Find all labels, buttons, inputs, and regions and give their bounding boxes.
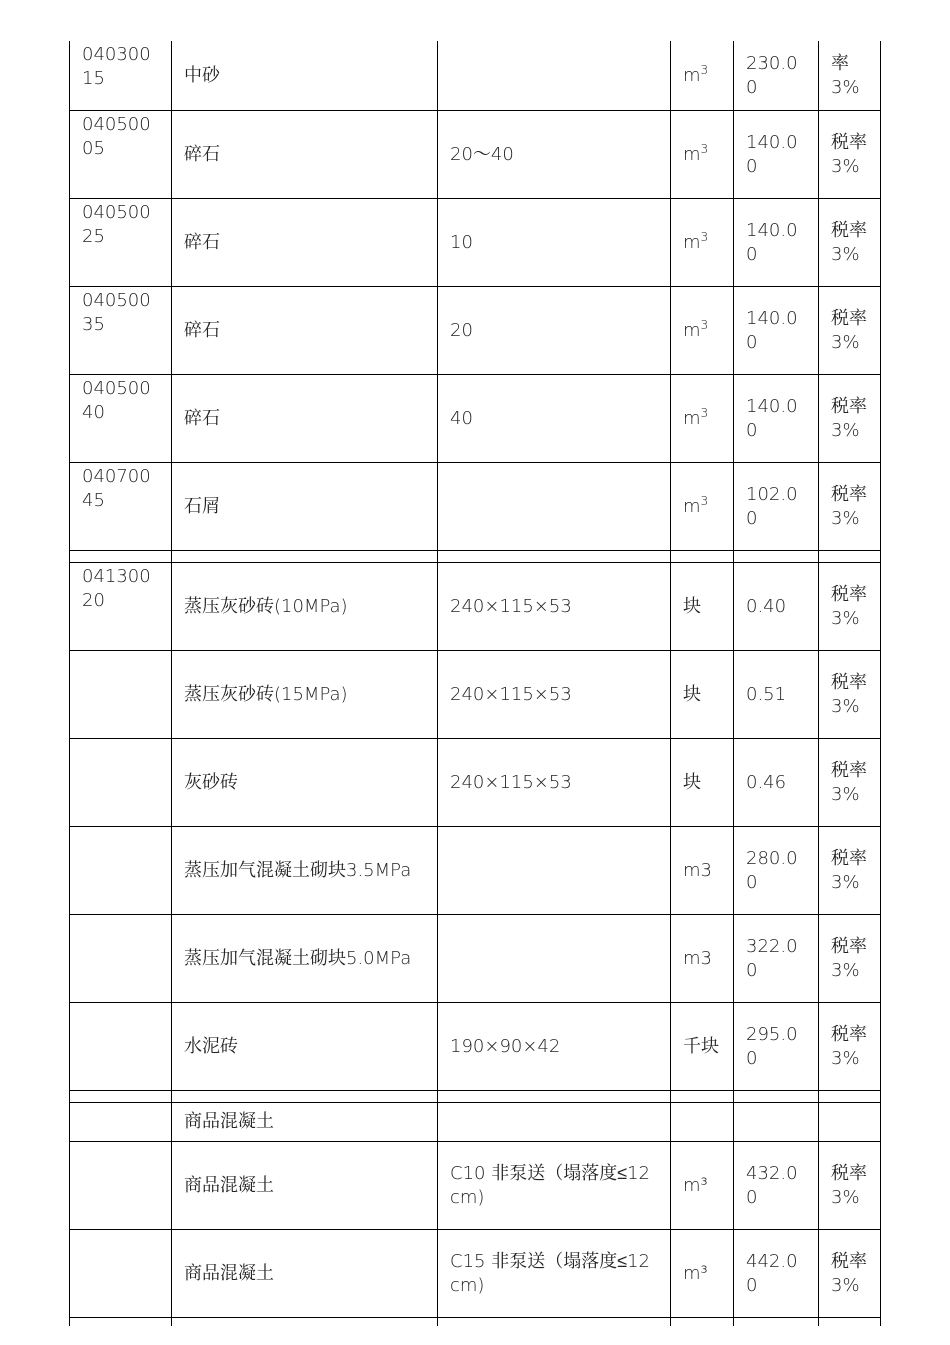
unit-cell <box>671 1103 734 1142</box>
spec-cell: C15 非泵送（塌落度≤12cm) <box>438 1230 671 1318</box>
table-row <box>70 375 881 463</box>
unit-cell: 块 <box>671 651 734 739</box>
unit-cell <box>671 375 734 463</box>
code-cell: 04050005 <box>70 111 172 199</box>
tax-cell: 税率3% <box>819 563 881 651</box>
tax-cell <box>819 1103 881 1142</box>
price-cell: 432.00 <box>734 1142 819 1230</box>
empty-cell <box>438 551 671 563</box>
empty-cell <box>438 1091 671 1103</box>
empty-cell <box>671 1091 734 1103</box>
empty-cell <box>819 551 881 563</box>
table-row <box>70 463 881 551</box>
unit-superscript: 3 <box>700 62 709 77</box>
unit-cell <box>671 41 734 111</box>
price-cell: 102.00 <box>734 463 819 551</box>
unit-text: m <box>683 319 701 341</box>
code-cell: 04130020 <box>70 563 172 651</box>
table-row <box>70 199 881 287</box>
unit-text: m <box>683 495 701 517</box>
name-cell: 蒸压灰砂砖(15MPa) <box>172 651 438 739</box>
unit-cell: 千块 <box>671 1003 734 1091</box>
tax-cell: 税率3% <box>819 915 881 1003</box>
code-cell <box>70 1003 172 1091</box>
table-row <box>70 915 881 1003</box>
tax-cell: 税率3% <box>819 651 881 739</box>
unit-cell: m3 <box>671 915 734 1003</box>
table-row <box>70 111 881 199</box>
name-cell: 商品混凝土 <box>172 1230 438 1318</box>
price-cell: 140.00 <box>734 287 819 375</box>
empty-cell <box>671 551 734 563</box>
spec-cell: 190×90×42 <box>438 1003 671 1091</box>
name-cell: 商品混凝土 <box>172 1142 438 1230</box>
unit-cell: m3 <box>671 827 734 915</box>
section-title: 商品混凝土 <box>172 1103 438 1142</box>
spec-cell: 20～40 <box>438 111 671 199</box>
price-cell: 0.46 <box>734 739 819 827</box>
name-cell: 石屑 <box>172 463 438 551</box>
name-cell: 蒸压加气混凝土砌块5.0MPa <box>172 915 438 1003</box>
price-cell: 140.00 <box>734 199 819 287</box>
unit-cell: m³ <box>671 1142 734 1230</box>
spec-cell <box>438 41 671 111</box>
price-cell: 0.40 <box>734 563 819 651</box>
tax-cell: 税率3% <box>819 375 881 463</box>
price-cell <box>734 1103 819 1142</box>
spec-cell: 240×115×53 <box>438 563 671 651</box>
table-row <box>70 1003 881 1091</box>
price-cell: 0.51 <box>734 651 819 739</box>
unit-superscript: 3 <box>700 493 709 508</box>
spec-cell <box>438 915 671 1003</box>
code-cell <box>70 827 172 915</box>
table-row <box>70 1142 881 1230</box>
code-cell <box>70 1142 172 1230</box>
code-cell <box>70 1103 172 1142</box>
name-cell: 蒸压灰砂砖(10MPa) <box>172 563 438 651</box>
tax-cell: 税率3% <box>819 739 881 827</box>
empty-cell <box>172 1091 438 1103</box>
empty-cell <box>819 1091 881 1103</box>
section-header-row <box>70 1103 881 1142</box>
code-cell: 04030015 <box>70 41 172 111</box>
price-cell: 322.00 <box>734 915 819 1003</box>
table-row <box>70 739 881 827</box>
price-cell: 140.00 <box>734 375 819 463</box>
spacer-row <box>70 551 881 563</box>
unit-text: m <box>683 64 701 86</box>
unit-superscript: 3 <box>700 141 709 156</box>
tax-cell: 税率3% <box>819 1230 881 1318</box>
unit-text: m <box>683 231 701 253</box>
spec-cell <box>438 1103 671 1142</box>
tax-cell: 税率3% <box>819 1003 881 1091</box>
spec-cell: 240×115×53 <box>438 651 671 739</box>
spec-cell: 240×115×53 <box>438 739 671 827</box>
tax-cell: 税率3% <box>819 287 881 375</box>
unit-cell <box>671 111 734 199</box>
empty-cell <box>70 1318 172 1327</box>
tax-cell: 税率3% <box>819 827 881 915</box>
code-cell: 04050025 <box>70 199 172 287</box>
empty-cell <box>438 1318 671 1327</box>
unit-cell <box>671 199 734 287</box>
unit-cell <box>671 463 734 551</box>
spec-cell: 10 <box>438 199 671 287</box>
code-cell: 04070045 <box>70 463 172 551</box>
table-row <box>70 651 881 739</box>
name-cell: 中砂 <box>172 41 438 111</box>
code-cell: 04050035 <box>70 287 172 375</box>
name-cell: 碎石 <box>172 199 438 287</box>
code-cell <box>70 1230 172 1318</box>
empty-cell <box>172 1318 438 1327</box>
unit-cell: 块 <box>671 563 734 651</box>
empty-cell <box>734 551 819 563</box>
name-cell: 碎石 <box>172 111 438 199</box>
unit-cell: 块 <box>671 739 734 827</box>
spec-cell: 20 <box>438 287 671 375</box>
price-cell: 280.00 <box>734 827 819 915</box>
material-price-table <box>69 41 881 1326</box>
empty-cell <box>671 1318 734 1327</box>
price-cell: 230.00 <box>734 41 819 111</box>
unit-cell: m³ <box>671 1230 734 1318</box>
name-cell: 蒸压加气混凝土砌块3.5MPa <box>172 827 438 915</box>
unit-cell <box>671 287 734 375</box>
tax-cell: 税率3% <box>819 1142 881 1230</box>
price-cell: 442.00 <box>734 1230 819 1318</box>
spec-cell <box>438 827 671 915</box>
code-cell: 04050040 <box>70 375 172 463</box>
price-cell: 295.00 <box>734 1003 819 1091</box>
empty-cell <box>70 1091 172 1103</box>
name-cell: 水泥砖 <box>172 1003 438 1091</box>
price-cell: 140.00 <box>734 111 819 199</box>
spacer-row <box>70 1091 881 1103</box>
empty-cell <box>734 1091 819 1103</box>
spec-cell: C10 非泵送（塌落度≤12cm) <box>438 1142 671 1230</box>
tax-cell: 税率3% <box>819 199 881 287</box>
spec-cell: 40 <box>438 375 671 463</box>
name-cell: 碎石 <box>172 287 438 375</box>
empty-cell <box>734 1318 819 1327</box>
table-row <box>70 563 881 651</box>
code-cell <box>70 651 172 739</box>
table-row <box>70 41 881 111</box>
unit-superscript: 3 <box>700 405 709 420</box>
empty-cell <box>70 551 172 563</box>
unit-superscript: 3 <box>700 229 709 244</box>
empty-cell <box>172 551 438 563</box>
unit-text: m <box>683 143 701 165</box>
table-row <box>70 827 881 915</box>
price-table-page <box>69 41 880 1296</box>
table-row <box>70 287 881 375</box>
tax-cell: 率3% <box>819 41 881 111</box>
unit-superscript: 3 <box>700 317 709 332</box>
name-cell: 碎石 <box>172 375 438 463</box>
code-cell <box>70 739 172 827</box>
name-cell: 灰砂砖 <box>172 739 438 827</box>
code-cell <box>70 915 172 1003</box>
unit-text: m <box>683 407 701 429</box>
tax-cell: 税率3% <box>819 111 881 199</box>
spec-cell <box>438 463 671 551</box>
tax-cell: 税率3% <box>819 463 881 551</box>
empty-cell <box>819 1318 881 1327</box>
continuation-row <box>70 1318 881 1327</box>
table-row <box>70 1230 881 1318</box>
